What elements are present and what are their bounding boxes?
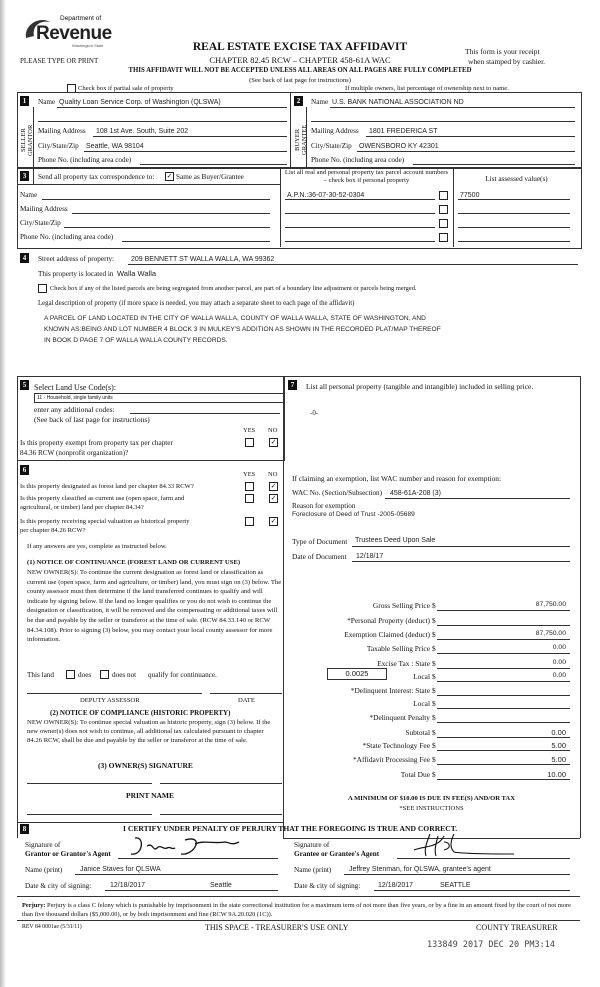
currency-symbol: $ bbox=[432, 699, 436, 708]
amount-label: Total Due bbox=[400, 770, 430, 779]
currency-symbol: $ bbox=[432, 630, 436, 639]
grantee-signing-city[interactable]: SEATTLE bbox=[440, 882, 471, 889]
grantee-print-name[interactable]: Jeffrey Stenman, for QLSWA, grantee's agent bbox=[349, 866, 491, 873]
currency-symbol: $ bbox=[432, 644, 436, 653]
amount-line bbox=[437, 779, 570, 780]
amount-line bbox=[437, 708, 570, 709]
amount-label: Local bbox=[413, 699, 430, 708]
grantor-signing-date[interactable]: 12/18/2017 bbox=[110, 882, 146, 889]
document-date[interactable]: 12/18/17 bbox=[356, 553, 384, 560]
segregated-checkbox[interactable] bbox=[38, 284, 47, 293]
warning: THIS AFFIDAVIT WILL NOT BE ACCEPTED UNLESS ALL AREAS ON ALL PAGES ARE FULLY COMPLETED bbox=[128, 67, 472, 74]
grantee-signing-date[interactable]: 12/18/2017 bbox=[378, 882, 414, 889]
seller-mailing-address[interactable]: 108 1st Ave. South, Suite 202 bbox=[96, 128, 189, 135]
amount-line bbox=[437, 750, 570, 751]
amount-label: Exemption Claimed (deduct) bbox=[344, 630, 430, 639]
amount-label: *Delinquent Interest: State bbox=[350, 686, 430, 695]
currency-symbol: $ bbox=[432, 755, 436, 764]
amount-label: Local bbox=[413, 672, 430, 681]
amount-line bbox=[437, 695, 570, 696]
grantee-signature-icon bbox=[410, 832, 520, 858]
amount-label: *State Technology Fee bbox=[362, 741, 430, 750]
does-qualify-checkbox[interactable] bbox=[66, 670, 75, 679]
exempt-yes-checkbox[interactable] bbox=[245, 438, 254, 447]
amount-value[interactable]: 5.00 bbox=[551, 741, 566, 750]
exemption-reason[interactable]: Foreclosure of Deed of Trust -2005-05689 bbox=[292, 511, 415, 518]
legal-description-line-3[interactable]: IN BOOK D PAGE 7 OF WALLA WALLA COUNTY RECORDS. bbox=[44, 337, 228, 344]
currency-symbol: $ bbox=[432, 713, 436, 722]
print-name-line-2[interactable] bbox=[160, 814, 282, 815]
currency-symbol: $ bbox=[432, 672, 436, 681]
wac-number[interactable]: 458-61A-208 (3) bbox=[390, 490, 441, 497]
property-location[interactable]: Walla Walla bbox=[117, 269, 157, 278]
amount-line bbox=[437, 653, 570, 654]
amount-value[interactable]: 5.00 bbox=[551, 755, 566, 764]
local-rate-box: 0.0025 bbox=[327, 668, 387, 680]
currency-symbol: $ bbox=[432, 601, 436, 610]
perjury-notice: Perjury: Perjury is a class C felony which is punishable by imprisonment in the state correctional institution for a maximum term of not more than five years, or by a fine in an amount fixed by the court of not more than five thousand dollars ($5,000.00), or by both imprisonment and fine (RCW 9A.20.020 (1C)). bbox=[22, 902, 571, 918]
personal-property-checkbox-3[interactable] bbox=[439, 219, 448, 228]
current-use-yes-checkbox[interactable] bbox=[245, 494, 254, 503]
amount-value[interactable]: 87,750.00 bbox=[535, 601, 566, 608]
amount-value[interactable]: 0.00 bbox=[552, 672, 566, 679]
legal-description-line-1[interactable]: A PARCEL OF LAND LOCATED IN THE CITY OF WALLA WALLA, COUNTY OF WALLA WALLA, STATE OF WASHINGTON, AND bbox=[44, 315, 426, 322]
scan-edge bbox=[0, 0, 6, 987]
grantor-signature-icon bbox=[125, 834, 245, 860]
personal-property-checkbox-2[interactable] bbox=[439, 205, 448, 214]
legal-description-line-2[interactable]: KNOWN AS:BEING AND LOT NUMBER 4 BLOCK 3 IN MULKEY'S ADDITION AS SHOWN IN THE RECORDED PLAT/MAP THEREOF bbox=[44, 326, 441, 333]
assessor-date-line[interactable] bbox=[210, 693, 282, 694]
exempt-no-checkbox[interactable]: ✓ bbox=[270, 438, 277, 446]
land-use-code-select[interactable]: 11 - Household, single family units bbox=[34, 393, 284, 403]
amount-line bbox=[437, 681, 570, 682]
parcel-number[interactable]: A.P.N.:36-07-30-52-0304 bbox=[287, 192, 365, 199]
amount-line bbox=[437, 639, 570, 640]
buyer-mailing-address[interactable]: 1801 FREDERICA ST bbox=[369, 128, 438, 135]
assessed-value[interactable]: 77500 bbox=[460, 192, 480, 199]
amount-line bbox=[437, 610, 570, 611]
form-title: REAL ESTATE EXCISE TAX AFFIDAVIT bbox=[192, 41, 408, 53]
grantor-signing-city[interactable]: Seattle bbox=[210, 882, 232, 889]
amount-label: Subtotal bbox=[405, 728, 430, 737]
certify-statement: I CERTIFY UNDER PENALTY OF PERJURY THAT THE FOREGOING IS TRUE AND CORRECT. bbox=[123, 824, 458, 833]
grantor-print-name[interactable]: Janice Staves for QLSWA bbox=[80, 866, 161, 873]
does-not-qualify-checkbox[interactable] bbox=[100, 670, 109, 679]
amount-line bbox=[437, 668, 570, 669]
amount-line bbox=[437, 737, 570, 738]
amount-label: *Personal Property (deduct) bbox=[347, 616, 430, 625]
deputy-assessor-signature-line[interactable] bbox=[27, 693, 202, 694]
forest-land-yes-checkbox[interactable] bbox=[245, 482, 254, 491]
personal-property-checkbox-4[interactable] bbox=[439, 233, 448, 242]
amount-value[interactable]: 10.00 bbox=[547, 770, 566, 779]
seller-name[interactable]: Quality Loan Service Corp. of Washington (QLSWA) bbox=[59, 99, 221, 106]
current-use-no-checkbox[interactable]: ✓ bbox=[270, 494, 277, 502]
property-street-address[interactable]: 209 BENNETT ST WALLA WALLA, WA 99362 bbox=[131, 256, 275, 263]
document-type[interactable]: Trustees Deed Upon Sale bbox=[355, 537, 436, 544]
forest-land-no-checkbox[interactable]: ✓ bbox=[270, 482, 277, 490]
same-as-buyer-checkbox[interactable]: ✓ bbox=[166, 172, 173, 180]
amount-line bbox=[437, 625, 570, 626]
amount-value[interactable]: 0.00 bbox=[552, 659, 566, 666]
buyer-name[interactable]: U.S. BANK NATIONAL ASSOCIATION ND bbox=[332, 99, 464, 106]
amount-line bbox=[437, 722, 570, 723]
historical-no-checkbox[interactable]: ✓ bbox=[270, 517, 277, 525]
personal-property-value[interactable]: -0- bbox=[310, 409, 319, 417]
seller-city-state-zip[interactable]: Seattle, WA 98104 bbox=[86, 143, 144, 150]
form-chapter: CHAPTER 82.45 RCW – CHAPTER 458-61A WAC bbox=[209, 55, 391, 65]
amount-label: *Affidavit Processing Fee bbox=[352, 755, 430, 764]
owner-signature-line-1[interactable] bbox=[27, 783, 152, 784]
buyer-city-state-zip[interactable]: OWENSBORO KY 42301 bbox=[359, 143, 439, 150]
owner-signature-line-2[interactable] bbox=[160, 783, 282, 784]
print-name-line-1[interactable] bbox=[27, 814, 152, 815]
amount-label: Gross Selling Price bbox=[372, 601, 430, 610]
amount-value[interactable]: 0.00 bbox=[552, 644, 566, 651]
currency-symbol: $ bbox=[432, 686, 436, 695]
currency-symbol: $ bbox=[432, 659, 436, 668]
grantee-signature-line[interactable] bbox=[397, 858, 570, 859]
amount-line bbox=[437, 764, 570, 765]
personal-property-checkbox-1[interactable] bbox=[439, 191, 448, 200]
currency-symbol: $ bbox=[432, 728, 436, 737]
treasurer-stamp: 133849 2017 DEC 20 PM3:14 bbox=[427, 940, 555, 950]
please-print: PLEASE TYPE OR PRINT bbox=[20, 57, 99, 65]
amount-label: Taxable Selling Price bbox=[366, 644, 430, 653]
dor-logo: Department of Revenue Washington State bbox=[22, 12, 112, 57]
amount-value[interactable]: 87,750.00 bbox=[535, 630, 566, 637]
amount-label: Excise Tax : State bbox=[377, 659, 430, 668]
historical-yes-checkbox[interactable] bbox=[245, 517, 254, 526]
currency-symbol: $ bbox=[432, 616, 436, 625]
amount-label: *Delinquent Penalty bbox=[369, 713, 430, 722]
currency-symbol: $ bbox=[432, 770, 436, 779]
amount-value[interactable]: 0.00 bbox=[551, 728, 566, 737]
currency-symbol: $ bbox=[432, 741, 436, 750]
